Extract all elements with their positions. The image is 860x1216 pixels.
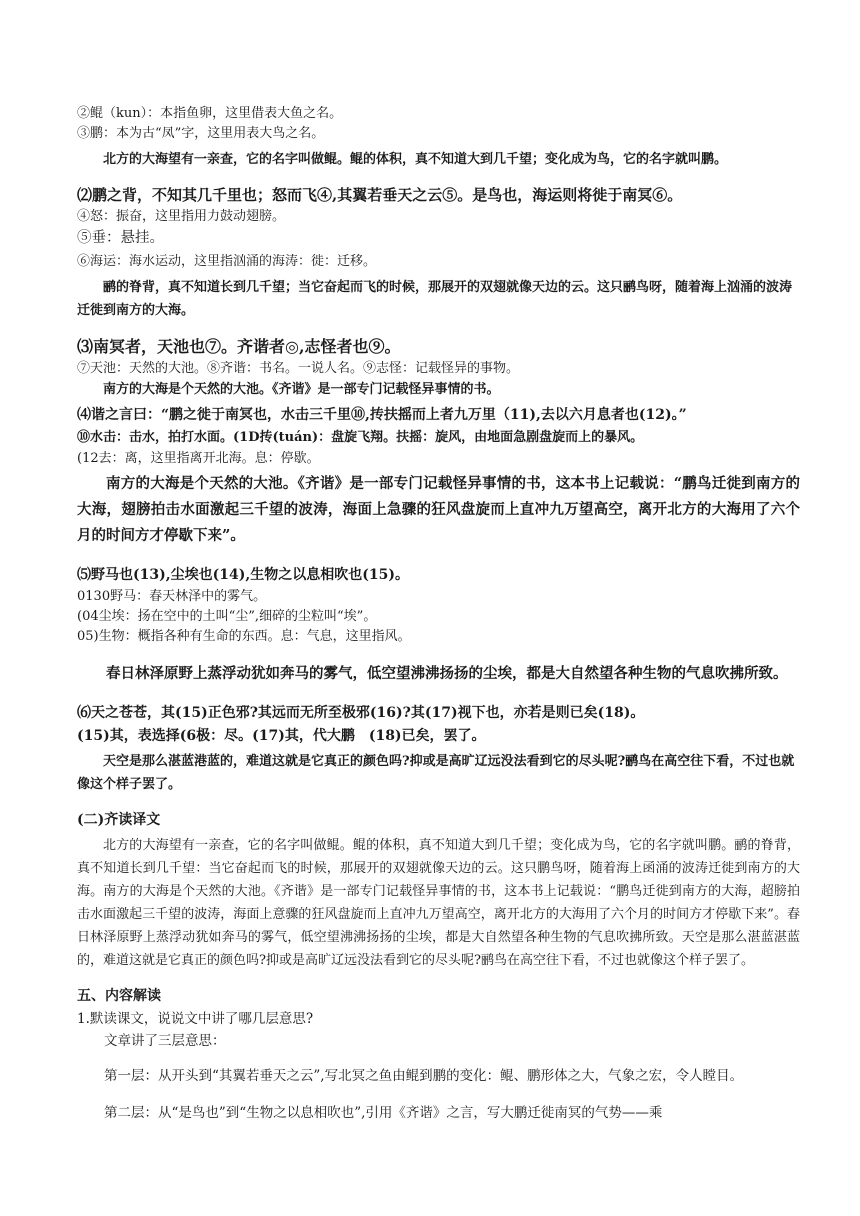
translation-4: 南方的大海是个天然的大池。《齐谐》是一部专门记载怪异事情的书，这本书上记载说：“鹏鸟迁徙到南方的大海，翅膀拍击水面激起三千望的波涛，海面上急骤的狂风盘旋而上直冲九万望高空，离开北方的大海用了六个月的时间方才停歇下来”。 bbox=[77, 475, 800, 544]
translation-5: 春日林泽原野上蒸浮动犹如奔马的雾气，低空望沸沸扬扬的尘埃，都是大自然望各种生物的气息吹拂所致。 bbox=[106, 665, 788, 682]
answer-layer-1: 第一层：从开头到“其翼若垂天之云”,写北冥之鱼由鲲到鹏的变化：鲲、鹏形体之大，气象之宏，令人瞠目。 bbox=[104, 1068, 744, 1084]
translation-3: 南方的大海是个天然的大池。《齐谐》是一部专门记载怪异事情的书。 bbox=[103, 382, 500, 397]
note-peng: ③鹏：本为古“凤”字，这里用表大鸟之名。 bbox=[77, 126, 325, 141]
note-nu: ④怒：振奋，这里指用力鼓动翅膀。 bbox=[77, 209, 286, 224]
answer-intro: 文章讲了三层意思： bbox=[104, 1032, 226, 1049]
note-kun: ②鲲（kun）：本指鱼卵，这里借表大鱼之名。 bbox=[77, 106, 343, 121]
question-1: 1.默读课文，说说文中讲了哪几层意思? bbox=[77, 1010, 314, 1027]
note-chui: ⑤垂：悬挂。 bbox=[77, 230, 164, 246]
note-tianchi: ⑦天池：天然的大池。⑧齐谐：书名。一说人名。⑨志怪：记载怪异的事物。 bbox=[77, 361, 520, 376]
source-line-6: ⑹天之苍苍，其(15)正色邪?其远而无所至极邪(16)?其(17)视下也，亦若是则已矣(18)。 bbox=[77, 704, 645, 721]
note-shuiji: ⑩水击：击水，拍打水面。(1D抟(tuán)：盘旋飞翔。扶摇：旋风，由地面急剧盘旋而上的暴风。 bbox=[77, 430, 644, 445]
note-qi: (15)其，表选择(6极：尽。(17)其，代大鹏 (18)已矣，罢了。 bbox=[77, 727, 486, 744]
section-heading-content: 五、内容解读 bbox=[77, 987, 161, 1004]
answer-layer-2: 第二层：从“是鸟也”到“生物之以息相吹也”,引用《齐谐》之言，写大鹏迁徙南冥的气势——乘 bbox=[104, 1104, 663, 1121]
translation-2: 鹂的脊背，真不知道长到几千望；当它奋起而飞的时候，那展开的双翅就像天边的云。这只鹂鸟呀，随着海上汹涌的波涛迁徙到南方的大海。 bbox=[77, 280, 793, 318]
source-line-4: ⑷谐之言曰：“鹏之徙于南冥也，水击三千里⑩,抟扶摇而上者九万里（11),去以六月息者也(12)。” bbox=[77, 407, 687, 423]
source-line-5: ⑸野马也(13),尘埃也(14),生物之以息相吹也(15)。 bbox=[77, 566, 409, 583]
note-haiyun: ⑥海运：海水运动，这里指汹涌的海涛：徙：迁移。 bbox=[77, 254, 377, 269]
source-line-2: ⑵鹏之背，不知其几千里也；怒而飞④,其翼若垂天之云⑤。是鸟也，海运则将徙于南冥⑥。 bbox=[77, 186, 683, 204]
source-line-3: ⑶南冥者，天池也⑦。齐谐者◎,志怪者也⑨。 bbox=[77, 337, 401, 356]
section-heading-qidu: (二)齐读译文 bbox=[77, 811, 161, 828]
full-translation: 北方的大海望有一亲查，它的名字叫做鲲。鲲的体积，真不知道大到几千望；变化成为鸟，它的名字就叫鹏。鹂的脊背，真不知道长到几千望：当它奋起而飞的时候，那展开的双翅就像天边的云。这只鹏鸟呀，随着海上函涌的波涛迁徙到南方的大海。南方的大海是个天然的大池。《齐谐》是一部专门记载怪异事情的书，这本书上记载说：“鹏鸟迁徙到南方的大海，超膀拍击水面激起三千望的波涛，海面上意骤的狂风盘旋而上直冲九万望高空，离开北方的大海用了六个月的时间方才停歇下来”。春日林泽原野上蒸浮动犹如奔马的雾气，低空望沸沸扬扬的尘埃，都是大自然望各种生物的气息吹拂所致。天空是那么湛蓝湛蓝的，难道这就是它真正的颜色吗?抑或是高旷辽远没法看到它的尽头呢?鹂鸟在高空往下看，不过也就像这个样子罢了。 bbox=[77, 837, 800, 968]
translation-6: 天空是那么湛蓝港蓝的，难道这就是它真正的颜色吗?抑或是高旷辽远没法看到它的尽头呢?鹂鸟在高空往下看，不过也就像这个样子罢了。 bbox=[77, 753, 795, 792]
note-shengwu: 05)生物：概指各种有生命的东西。息：气息，这里指风。 bbox=[77, 628, 411, 644]
note-chenai: (04尘埃：扬在空中的土叫“尘”,细碎的尘粒叫“埃”。 bbox=[77, 608, 377, 624]
translation-1: 北方的大海望有一亲查，它的名字叫做鲲。鲲的体积，真不知道大到几千望；变化成为鸟，它的名字就叫鹏。 bbox=[103, 152, 728, 167]
note-qu: (12去：离，这里指离开北海。息：停歇。 bbox=[77, 451, 320, 466]
note-yema: 0130野马：春天林泽中的雾气。 bbox=[77, 588, 267, 604]
